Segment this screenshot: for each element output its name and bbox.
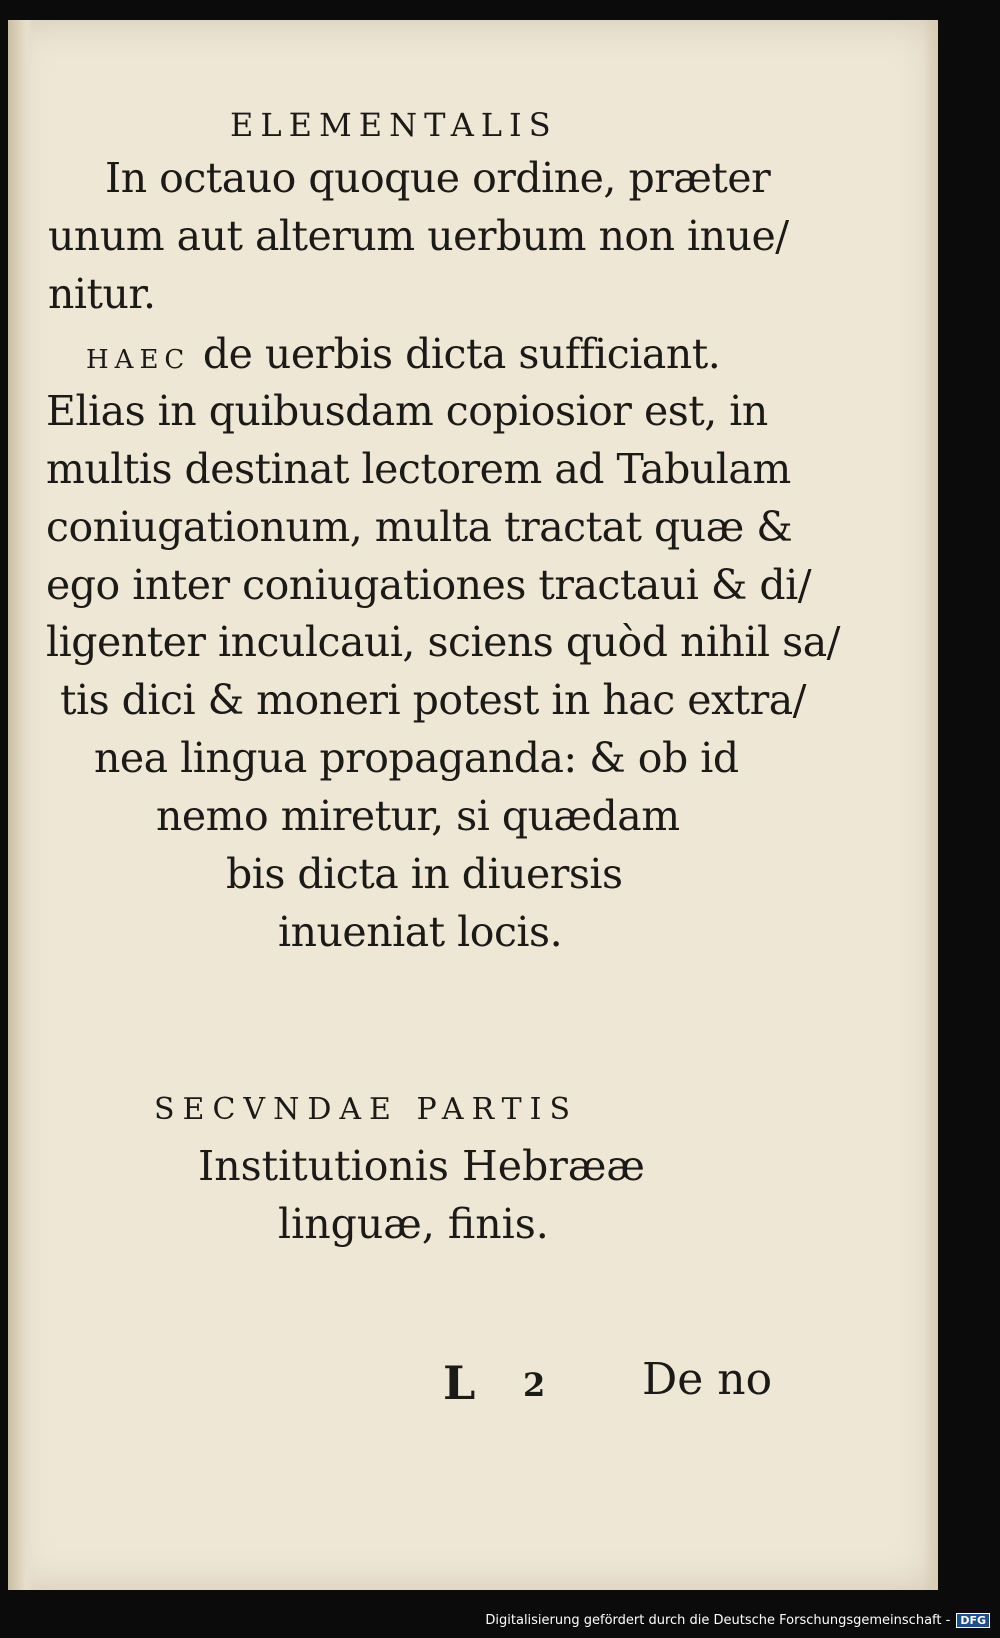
- digitization-footer: [485, 1608, 990, 1632]
- section-end-line: linguæ, finis.: [278, 1200, 549, 1248]
- book-page: [8, 20, 938, 1590]
- page-spine-shadow: [8, 20, 34, 1590]
- text-line: nea lingua propaganda: & ob id: [94, 734, 739, 782]
- text-line: coniugationum, multa tractat quæ &: [46, 503, 793, 551]
- text-line: tis dici & moneri potest in hac extra/: [60, 676, 806, 724]
- text-line-haec: [86, 330, 720, 378]
- haec-line-text: de uerbis dicta sufficiant.: [202, 330, 721, 378]
- haec-smallcaps: HAEC: [86, 345, 191, 375]
- text-line: unum aut alterum uerbum non inue/: [48, 212, 789, 260]
- section-end-line: Institutionis Hebrææ: [198, 1142, 645, 1190]
- text-line: multis destinat lectorem ad Tabulam: [46, 445, 791, 493]
- text-line: In octauo quoque ordine, præter: [105, 154, 771, 202]
- section-end-title: SECVNDAE PARTIS: [154, 1092, 579, 1127]
- text-line: ego inter coniugationes tractaui & di/: [46, 561, 812, 609]
- page-edge-shadow: [924, 20, 938, 1590]
- text-line: ligenter inculcaui, sciens quòd nihil sa/: [46, 618, 840, 666]
- footer-credit: Digitalisierung gefördert durch die Deutsche Forschungsgemeinschaft -: [485, 1612, 951, 1628]
- dfg-logo: DFG: [956, 1613, 990, 1628]
- signature-mark: L: [443, 1356, 476, 1410]
- signature-number: 2: [523, 1366, 546, 1404]
- text-line: Elias in quibusdam copiosior est, in: [46, 387, 768, 435]
- text-line: bis dicta in diuersis: [226, 850, 623, 898]
- text-line: nemo miretur, si quædam: [156, 792, 680, 840]
- catchword: De no: [642, 1354, 773, 1405]
- text-line: nitur.: [48, 270, 156, 318]
- running-head: ELEMENTALIS: [230, 106, 558, 144]
- text-line: inueniat locis.: [278, 908, 563, 956]
